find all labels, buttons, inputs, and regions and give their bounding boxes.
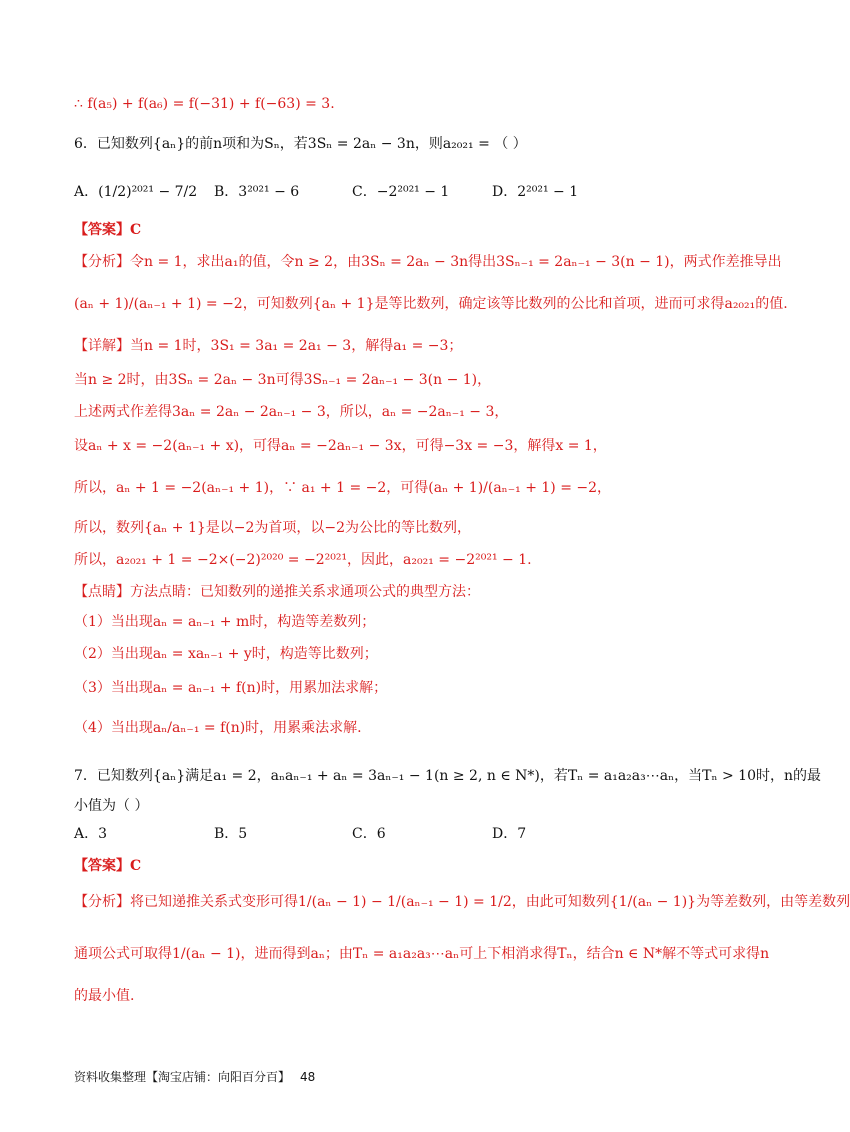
question-7-text-1: 7．已知数列{aₙ}满足a₁ = 2，aₙaₙ₋₁ + aₙ = 3aₙ₋₁ − 1(n ≥ 2, n ∈ N*)，若Tₙ = a₁a₂a₃⋯aₙ，当Tₙ > 10时，n的最: [74, 768, 822, 784]
page-number: 48: [300, 1070, 316, 1084]
analysis-7-text-1: 【分析】将已知递推关系式变形可得1/(aₙ − 1) − 1/(aₙ₋₁ − 1) = 1/2，由此可知数列{1/(aₙ − 1)}为等差数列，由等差数列: [74, 894, 850, 910]
detail-text-1: 【详解】当n = 1时，3S₁ = 3a₁ = 2a₁ − 3，解得a₁ = −3；: [74, 338, 463, 354]
answer-7: [74, 856, 734, 876]
answer-6: [74, 220, 734, 240]
analysis-6-text-2: (aₙ + 1)/(aₙ₋₁ + 1) = −2，可知数列{aₙ + 1}是等比数列，确定该等比数列的公比和首项，进而可求得a₂₀₂₁的值.: [74, 296, 788, 312]
detail-text-5: 所以，aₙ + 1 = −2(aₙ₋₁ + 1)，∵ a₁ + 1 = −2，可得(aₙ + 1)/(aₙ₋₁ + 1) = −2，: [74, 480, 612, 496]
detail-line-4: [74, 436, 734, 456]
analysis-7-line-2: [74, 944, 770, 964]
option-c: C．−2²⁰²¹ − 1: [352, 184, 450, 200]
analysis-7-line-3: [74, 986, 734, 1006]
option-d: D．2²⁰²¹ − 1: [492, 184, 579, 200]
detail-text-7: 所以，a₂₀₂₁ + 1 = −2×(−2)²⁰²⁰ = −2²⁰²¹，因此，a₂₀₂₁ = −2²⁰²¹ − 1.: [74, 552, 532, 568]
page-footer: [74, 1068, 315, 1085]
analysis-7-text-3: 的最小值.: [74, 988, 135, 1004]
detail-text-6: 所以，数列{aₙ + 1}是以−2为首项，以−2为公比的等比数列，: [74, 520, 472, 536]
option-b: B．5: [214, 826, 248, 842]
question-7-options: [74, 824, 734, 848]
detail-line-6: [74, 518, 734, 538]
analysis-6-line-2: [74, 294, 788, 314]
analysis-6-text-1: 【分析】令n = 1，求出a₁的值，令n ≥ 2，由3Sₙ = 2aₙ − 3n得出3Sₙ₋₁ = 2aₙ₋₁ − 3(n − 1)，两式作差推导出: [74, 254, 782, 270]
answer-6-text: 【答案】C: [74, 222, 142, 238]
option-d: D．7: [492, 826, 527, 842]
tip-item-4-text: （4）当出现aₙ/aₙ₋₁ = f(n)时，用累乘法求解.: [74, 720, 362, 736]
answer-7-text: 【答案】C: [74, 858, 142, 874]
detail-line-5: [74, 478, 734, 498]
detail-line-3: [74, 402, 734, 422]
question-6-text: 6．已知数列{aₙ}的前n项和为Sₙ，若3Sₙ = 2aₙ − 3n，则a₂₀₂₁ = （ ）: [74, 136, 527, 152]
tip-heading-text: 【点睛】方法点睛：已知数列的递推关系求通项公式的典型方法：: [74, 584, 480, 600]
detail-text-2: 当n ≥ 2时，由3Sₙ = 2aₙ − 3n可得3Sₙ₋₁ = 2aₙ₋₁ − 3(n − 1)，: [74, 372, 492, 388]
tip-item-2: [74, 644, 734, 664]
option-c: C．6: [352, 826, 386, 842]
tip-item-4: [74, 718, 734, 738]
option-a: A．(1/2)²⁰²¹ − 7/2: [74, 184, 198, 200]
detail-line-1: [74, 336, 734, 356]
tip-item-3-text: （3）当出现aₙ = aₙ₋₁ + f(n)时，用累加法求解；: [74, 680, 388, 696]
analysis-7-text-2: 通项公式可取得1/(aₙ − 1)，进而得到aₙ；由Tₙ = a₁a₂a₃⋯aₙ可上下相消求得Tₙ，结合n ∈ N*解不等式可求得n: [74, 946, 770, 962]
therefore-text: ∴ f(a₅) + f(a₆) = f(−31) + f(−63) = 3.: [74, 96, 335, 112]
detail-text-4: 设aₙ + x = −2(aₙ₋₁ + x)，可得aₙ = −2aₙ₋₁ − 3x，可得−3x = −3，解得x = 1，: [74, 438, 607, 454]
tip-item-3: [74, 678, 734, 698]
detail-line-7: [74, 550, 734, 570]
analysis-7-line-1: [74, 892, 850, 912]
question-7-text-2: 小值为（ ）: [74, 798, 149, 814]
tip-item-1-text: （1）当出现aₙ = aₙ₋₁ + m时，构造等差数列；: [74, 614, 376, 630]
question-6-options: [74, 182, 734, 210]
therefore-line: [74, 94, 734, 114]
footer-text: 资料收集整理【淘宝店铺：向阳百分百】: [74, 1070, 291, 1084]
question-7-line-2: [74, 796, 734, 816]
question-7-line-1: [74, 766, 822, 786]
question-6: [74, 134, 734, 154]
detail-line-2: [74, 370, 734, 390]
tip-heading: [74, 582, 734, 602]
detail-text-3: 上述两式作差得3aₙ = 2aₙ − 2aₙ₋₁ − 3，所以，aₙ = −2aₙ₋₁ − 3，: [74, 404, 509, 420]
option-a: A．3: [74, 826, 108, 842]
tip-item-1: [74, 612, 734, 632]
option-b: B．3²⁰²¹ − 6: [214, 184, 300, 200]
tip-item-2-text: （2）当出现aₙ = xaₙ₋₁ + y时，构造等比数列；: [74, 646, 378, 662]
analysis-6-line-1: [74, 252, 782, 272]
